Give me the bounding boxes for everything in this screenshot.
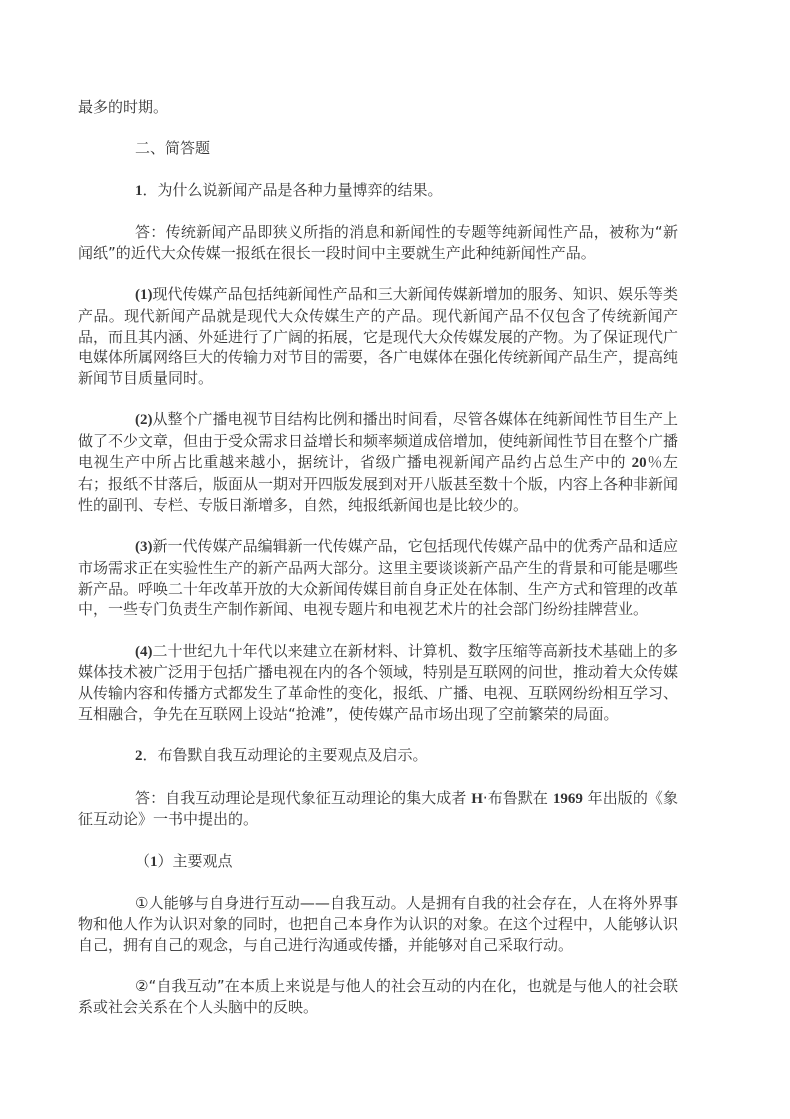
answer-2-point-1: ①人能够与自身进行互动——自我互动。人是拥有自我的社会存在，人在将外界事物和他人作为认识对象的同时，也把自己本身作为认识的对象。在这个过程中，人能够认识自己，拥有自己的观念，与自己进行沟通或传播，并能够对自己采取行动。 [78,894,679,954]
latin-text-run: (3) [135,538,153,555]
answer-1-point-2: (2)从整个广播电视节目结构比例和播出时间看，尽管各媒体在纯新闻性节目生产上做了不少文章，但由于受众需求日益增长和频率频道成倍增加，使纯新闻性节目在整个广播电视生产中所占比重越来越小，据统计，省级广播电视新闻产品约占总生产中的 20％左右；报纸不甘落后，版面从一期对开四版发展到对开八版甚至数十个版，内容上各种非新闻性的副刊、专栏、专版日渐增多，自然，纯报纸新闻也是比较少的。 [78,410,679,514]
section-heading: 二、简答题 [135,139,211,158]
latin-text-run: (1) [135,286,153,303]
answer-1-point-4: (4)二十世纪九十年代以来建立在新材料、计算机、数字压缩等高新技术基础上的多媒体技术被广泛用于包括广播电视在内的各个领域，特别是互联网的问世，推动着大众传媒从传输内容和传播方式都发生了革命性的变化，报纸、广播、电视、互联网纷纷相互学习、互相融合，争先在互联网上设站“抢滩”，使传媒产品市场出现了空前繁荣的局面。 [78,641,679,724]
latin-text-run: H [471,790,483,807]
document-body [78,97,678,1018]
answer-1-intro: 答：传统新闻产品即狭义所指的消息和新闻性的专题等纯新闻性产品，被称为“新闻纸”的近代大众传媒一报纸在很长一段时间中主要就生产此种纯新闻性产品。 [78,222,678,262]
answer-1-point-1: (1)现代传媒产品包括纯新闻性产品和三大新闻传媒新增加的服务、知识、娱乐等类产品。现代新闻产品就是现代大众传媒生产的产品。现代新闻产品不仅包含了传统新闻产品，而且其内涵、外延进行了广阔的拓展，它是现代大众传媒发展的产物。为了保证现代广电媒体所属网络巨大的传输力对节目的需要，各广电媒体在强化传统新闻产品生产，提高纯新闻节目质量同时。 [78,284,679,388]
question-2: 2．布鲁默自我互动理论的主要观点及启示。 [135,746,428,765]
answer-1-point-3: (3)新一代传媒产品编辑新一代传媒产品，它包括现代传媒产品中的优秀产品和适应市场需求正在实验性生产的新产品两大部分。这里主要谈谈新产品产生的背景和可能是哪些新产品。呼唤二十年改革开放的大众新闻传媒目前自身正处在体制、生产方式和管理的改革中，一些专门负责生产制作新闻、电视专题片和电视艺术片的社会部门纷纷挂牌营业。 [78,536,679,619]
answer-2-point-2: ②“自我互动”在本质上来说是与他人的社会互动的内在化，也就是与他人的社会联系或社会关系在个人头脑中的反映。 [78,976,678,1016]
latin-text-run: 20 [631,455,647,472]
answer-2-subheading-1: （1）主要观点 [135,851,233,870]
answer-2-intro: 答：自我互动理论是现代象征互动理论的集大成者 H·布鲁默在 1969 年出版的《象征互动论》一书中提出的。 [78,788,678,829]
latin-text-run: 1969 [552,790,583,807]
latin-text-run: (2) [135,412,153,429]
page-continuation-text: 最多的时期。 [78,98,169,116]
latin-text-run: 1 [135,182,143,199]
latin-text-run: (4) [135,643,153,660]
question-1: 1．为什么说新闻产品是各种力量博弈的结果。 [135,180,443,199]
latin-text-run: 2 [135,748,143,765]
latin-text-run: 1 [150,853,158,870]
